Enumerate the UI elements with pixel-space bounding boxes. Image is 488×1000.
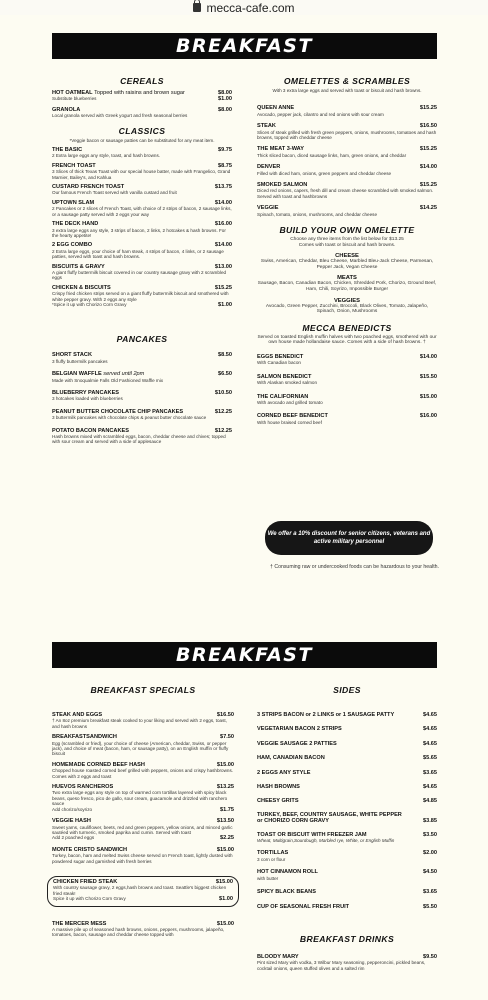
menu-item: SHORT STACK $8.50 3 fluffy buttermilk pancakes <box>52 352 232 364</box>
menu-item: THE MEAT 3-WAY $15.25 Thick sliced bacon, diced sausage links, ham, green onions, and cheddar <box>257 146 437 158</box>
page1-right-column <box>257 76 437 425</box>
side-item: HOT CINNAMON ROLL $4.50 with butter <box>257 869 437 881</box>
menu-item: MONTE CRISTO SANDWICH $15.00 Turkey, bacon, ham and melted Swiss cheese served on French toast, lightly dusted with powdered sugar and garnished with fresh berries <box>52 846 234 864</box>
menu-item: HOT OATMEAL Topped with raisins and brown sugar $8.00 Substitute blueberries $1.00 <box>52 90 232 103</box>
pancakes-heading: PANCAKES <box>116 334 168 345</box>
omelettes-note: With 3 extra large eggs and served with toast or biscuit and hash browns. <box>272 88 422 93</box>
side-item: VEGETARIAN BACON 2 STRIPS $4.65 <box>257 726 437 733</box>
menu-item: PEANUT BUTTER CHOCOLATE CHIP PANCAKES $12.25 3 buttermilk pancakes with chocolate chips & peanut butter chocolate sauce <box>52 408 232 421</box>
menu-item: BREAKFASTSANDWICH $7.50 Egg (scrambled or fried), your choice of cheese (American, cheddar, Swiss, or pepper jack), and choice of meat (bacon, ham, or sausage patty), on an English muffin or fluffy biscuit <box>52 734 234 757</box>
health-footnote: † Consuming raw or undercooked foods can be hazardous to your health. <box>270 564 439 570</box>
cheese-options: Swiss, American, Cheddar, Bleu Cheese, Marbled Bleu-Jack Cheese, Parmesan, Pepper Jack, Vegan Cheese <box>260 259 434 270</box>
menu-item: SALMON BENEDICT $15.50 With Alaskan smoked salmon <box>257 373 437 386</box>
menu-item: SMOKED SALMON $15.25 Diced red onions, capers, fresh dill and cream cheese scrambled with smoked salmon. Served with toast and hashbrowns <box>257 182 437 199</box>
sides-heading: SIDES <box>333 685 361 695</box>
menu-item: CORNED BEEF BENEDICT $16.00 With house braised corned beef <box>257 413 437 425</box>
page2-title-banner: BREAKFAST <box>52 642 437 668</box>
benedicts-intro: Served on toasted English muffin halves with two poached eggs, smothered with our own house made hollandaise sauce. Comes with a side of hash browns. † <box>257 334 437 346</box>
menu-item: VEGGIE $14.25 Spinach, tomato, onions, mushrooms, and cheddar cheese <box>257 205 437 217</box>
page1-left-column <box>52 76 232 445</box>
menu-item: GRANOLA $8.00 Local granola served with Greek yogurt and fresh seasonal berries <box>52 106 232 119</box>
menu-item: CHICKEN & BISCUITS $15.25 Crispy fried chicken strips served on a giant fluffy buttermilk biscuit and smothered with white pepper gravy. With 2 eggs any style *Spice it up with Chorizo Corn Gravy $1.00 <box>52 284 232 308</box>
chicken-fried-steak-box: CHICKEN FRIED STEAK $15.00 With country sausage gravy, 2 eggs,hash browns and toast. Seattle's biggest chicken fried steak! Spice it up with Chorizo Corn Gravy $1.00 <box>47 876 239 907</box>
side-item: CUP OF SEASONAL FRESH FRUIT $5.50 <box>257 903 437 910</box>
menu-item: CUSTARD FRENCH TOAST $13.75 Our famous French Toast served with vanilla custard and fruit <box>52 184 232 196</box>
menu-item: POTATO BACON PANCAKES $12.25 Hash browns mixed with scrambled eggs, bacon, cheddar cheese and chives; topped with sour cream and served with a side of applesauce <box>52 427 232 445</box>
meats-options: Sausage, Bacon, Canadian Bacon, Chicken, Shredded Pork, Chorizo, Ground Beef, Ham, Chili, Soyrizo, Impossible Burger <box>257 281 437 293</box>
page2-right-column <box>257 685 437 971</box>
side-item: TORTILLAS $2.00 3 corn or flour <box>257 850 437 862</box>
drinks-heading: BREAKFAST DRINKS <box>299 933 395 944</box>
classics-heading: CLASSICS <box>118 125 166 136</box>
menu-item: UPTOWN SLAM $14.00 2 Pancakes or 2 slices of French Toast, with choice of 2 strips of bacon, 2 sausage links, or a sausage patty served with 2 eggs your way <box>52 199 232 217</box>
side-item: HAM, CANADIAN BACON $5.65 <box>257 755 437 762</box>
specials-heading: BREAKFAST SPECIALS <box>90 685 196 695</box>
side-item: TURKEY, BEEF, COUNTRY SAUSAGE, WHITE PEPPER or CHORIZO CORN GRAVY $3.85 <box>257 811 437 825</box>
page2-left-column <box>52 685 234 938</box>
menu-item: BELGIAN WAFFLE served until 2pm $6.50 Made with Snoqualmie Falls Old Fashioned Waffle mix <box>52 371 232 383</box>
menu-item: FRENCH TOAST $8.75 3 Slices of thick Texas Toast with our special house batter, made with Frangelico, Grand Marnier, Bailey's, and Kahlua <box>52 162 232 180</box>
url-bar[interactable] <box>0 0 488 15</box>
side-item: HASH BROWNS $4.65 <box>257 784 437 791</box>
lock-icon <box>193 3 201 12</box>
page1-title-banner: BREAKFAST <box>52 33 437 59</box>
classics-note: *Veggie bacon or sausage patties can be substituted for any meat item. <box>69 137 215 143</box>
build-omelette-heading: BUILD YOUR OWN OMELETTE <box>279 225 415 236</box>
menu-item: VEGGIE HASH $13.50 Sweet yams, cauliflower, beets, red and green peppers, yellow onions, and minced garlic sautéed with turmeric, smoked paprika and cumin. Served with toast Add 2 poached eggs $2.25 <box>52 818 234 842</box>
menu-item: THE BASIC $9.75 2 Extra large eggs any style, toast, and hash browns. <box>52 147 232 159</box>
menu-item: STEAK $16.50 Slices of steak grilled with fresh green peppers, onions, mushrooms, tomatoes and hash browns, topped with cheddar cheese <box>257 123 437 141</box>
discount-callout: We offer a 10% discount for senior citizens, veterans and active military personnel <box>265 521 433 555</box>
build-intro: Choose any three items from the list below for $13.25 <box>290 237 404 243</box>
cereals-heading: CEREALS <box>120 76 164 86</box>
veggies-options: Avocado, Green Pepper, Zucchini, Broccoli, Black Olives, Tomato, Jalapeño, Spinach, Onion, Mushrooms <box>265 303 429 315</box>
omelettes-heading: OMELETTES & SCRAMBLES <box>283 76 411 86</box>
drink-item: BLOODY MARY $9.50 Pint sized Mary with vodka, 3 Wilbur Mary seasoning, pepperoncini, pickled beans, cocktail onions, queen stuffed olives and a salted rim <box>257 953 437 971</box>
menu-item: QUEEN ANNE $15.25 Avocado, pepper jack, cilantro and red onions with sour cream <box>257 105 437 117</box>
side-item: VEGGIE SAUSAGE 2 PATTIES $4.65 <box>257 740 437 747</box>
menu-item: THE CALIFORNIAN $15.00 With avocado and grilled tomato <box>257 393 437 406</box>
menu-item: HOMEMADE CORNED BEEF HASH $15.00 Chopped house roasted corned beef grilled with peppers, onions and crispy hashbrowns. Comes with 2 eggs and toast <box>52 761 234 779</box>
meats-subheading: MEATS <box>337 275 357 282</box>
menu-item: BLUEBERRY PANCAKES $10.50 3 hotcakes loaded with blueberries <box>52 390 232 402</box>
side-item: SPICY BLACK BEANS $3.65 <box>257 889 437 896</box>
menu-item: THE MERCER MESS $15.00 A massive pile up of seasoned hash browns, onions, peppers, mushrooms, jalapeño, tomatoes, bacon, sausage and cheddar cheese topped with <box>52 920 234 938</box>
url-text: mecca-cafe.com <box>206 0 295 15</box>
menu-item: EGGS BENEDICT $14.00 With Canadian bacon <box>257 354 437 366</box>
veggies-subheading: VEGGIES <box>333 297 361 304</box>
build-intro-2: Comes with toast or biscuit and hash browns. <box>298 242 396 248</box>
side-item: 2 EGGS ANY STYLE $3.65 <box>257 769 437 776</box>
side-item: CHEESY GRITS $4.85 <box>257 798 437 805</box>
menu-item: HUEVOS RANCHEROS $13.25 Two extra large eggs any style on top of warmed corn tortillas layered with spicy black beans, queso fresco, pico de gallo, sour cream, guacamole and drizzled with ranchero sauce Add chorizo/soyrizo $1.75 <box>52 784 234 813</box>
menu-item: BISCUITS & GRAVY $13.00 A giant fluffy buttermilk biscuit covered in our country sausage gravy with 2 scrambled eggs <box>52 263 232 281</box>
side-item: 3 STRIPS BACON or 2 LINKS or 1 SAUSAGE PATTY $4.65 <box>257 712 437 718</box>
menu-item: 2 EGG COMBO $14.00 2 Extra large eggs, your choice of ham steak, 4 strips of bacon, 4 links, or 2 sausage patties, served with toast and hash browns. <box>52 242 232 260</box>
menu-item: DENVER $14.00 Filled with diced ham, onions, green peppers and cheddar cheese <box>257 164 437 176</box>
benedicts-heading: MECCA BENEDICTS <box>302 322 392 333</box>
cheese-subheading: CHEESE <box>335 253 359 260</box>
side-item: TOAST OR BISCUIT WITH FREEZER JAM $3.50 Wheat, Multigrain,Sourdough, Marbled rye, White, or English Muffin <box>257 831 437 844</box>
menu-item: STEAK AND EGGS $16.50 † An 8oz premium breakfast steak cooked to your liking and served with 2 eggs, toast, and hash browns <box>52 712 234 729</box>
menu-item: THE DECK HAND $16.00 3 extra large eggs any style, 3 strips of bacon, 2 links, 2 hotcakes & hash browns. For the hearty appetite! <box>52 221 232 238</box>
